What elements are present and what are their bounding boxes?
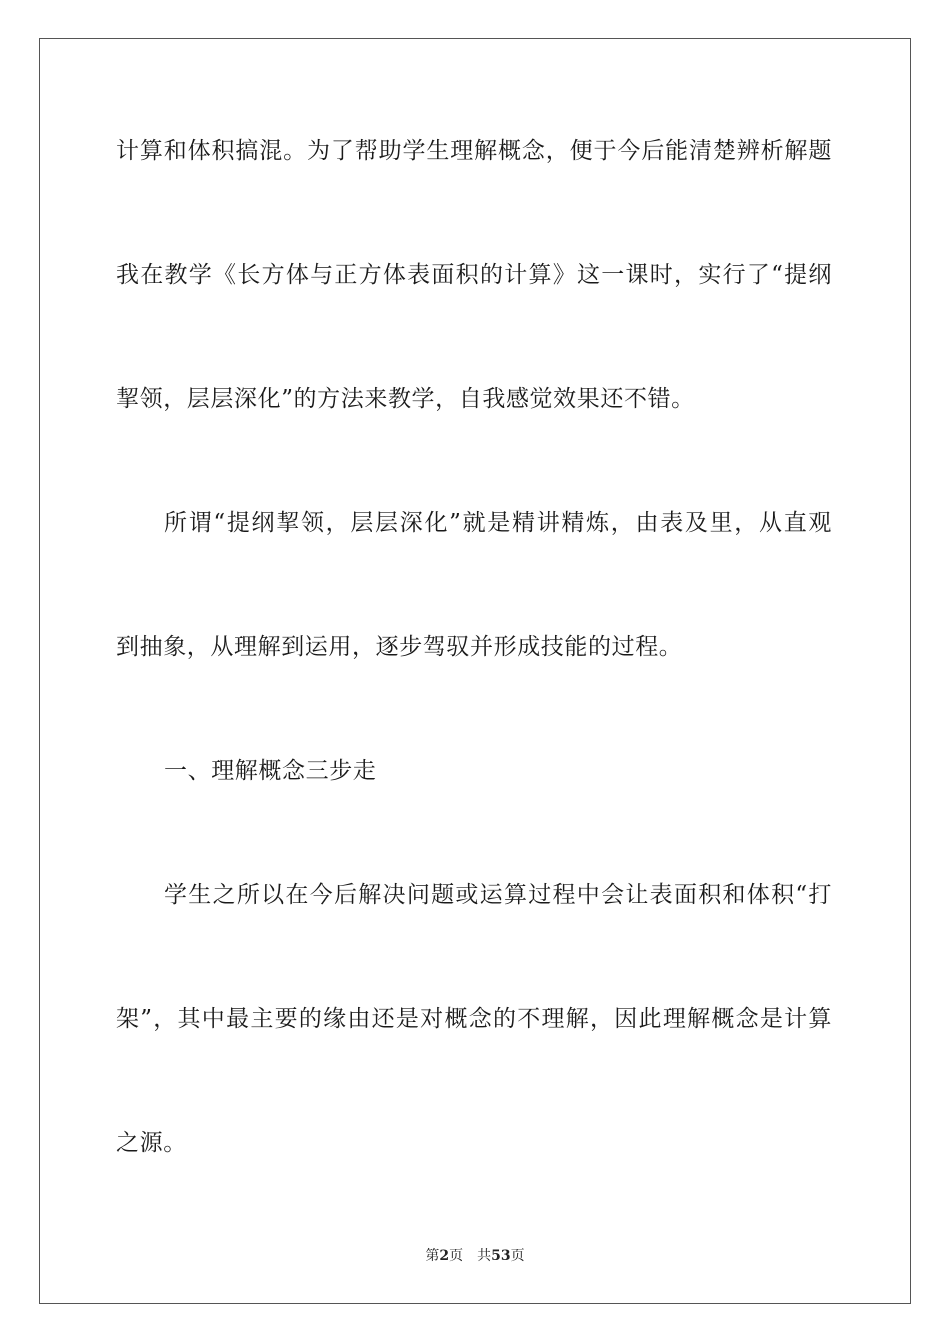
body-line-1: 计算和体积搞混。为了帮助学生理解概念，便于今后能清楚辨析解题 [116, 138, 832, 164]
page-suffix: 页 [449, 1248, 464, 1264]
page-border [39, 38, 911, 1304]
body-line-3: 挈领，层层深化”的方法来教学，自我感觉效果还不错。 [116, 386, 695, 412]
total-suffix: 页 [510, 1248, 525, 1264]
body-line-2: 我在教学《长方体与正方体表面积的计算》这一课时，实行了“提纲 [116, 262, 832, 288]
page-number: 2 [439, 1248, 450, 1264]
total-pages: 53 [491, 1248, 511, 1264]
page-footer [0, 1247, 950, 1265]
body-line-9: 之源。 [116, 1130, 187, 1156]
page-prefix: 第 [425, 1248, 440, 1264]
section-heading: 一、理解概念三步走 [164, 758, 377, 784]
body-line-8: 架”，其中最主要的缘由还是对概念的不理解，因此理解概念是计算 [116, 1006, 832, 1032]
body-line-4: 所谓“提纲挈领，层层深化”就是精讲精炼，由表及里，从直观 [164, 510, 832, 536]
body-line-7: 学生之所以在今后解决问题或运算过程中会让表面积和体积“打 [164, 882, 832, 908]
body-line-5: 到抽象，从理解到运用，逐步驾驭并形成技能的过程。 [116, 634, 683, 660]
total-prefix: 共 [477, 1248, 492, 1264]
